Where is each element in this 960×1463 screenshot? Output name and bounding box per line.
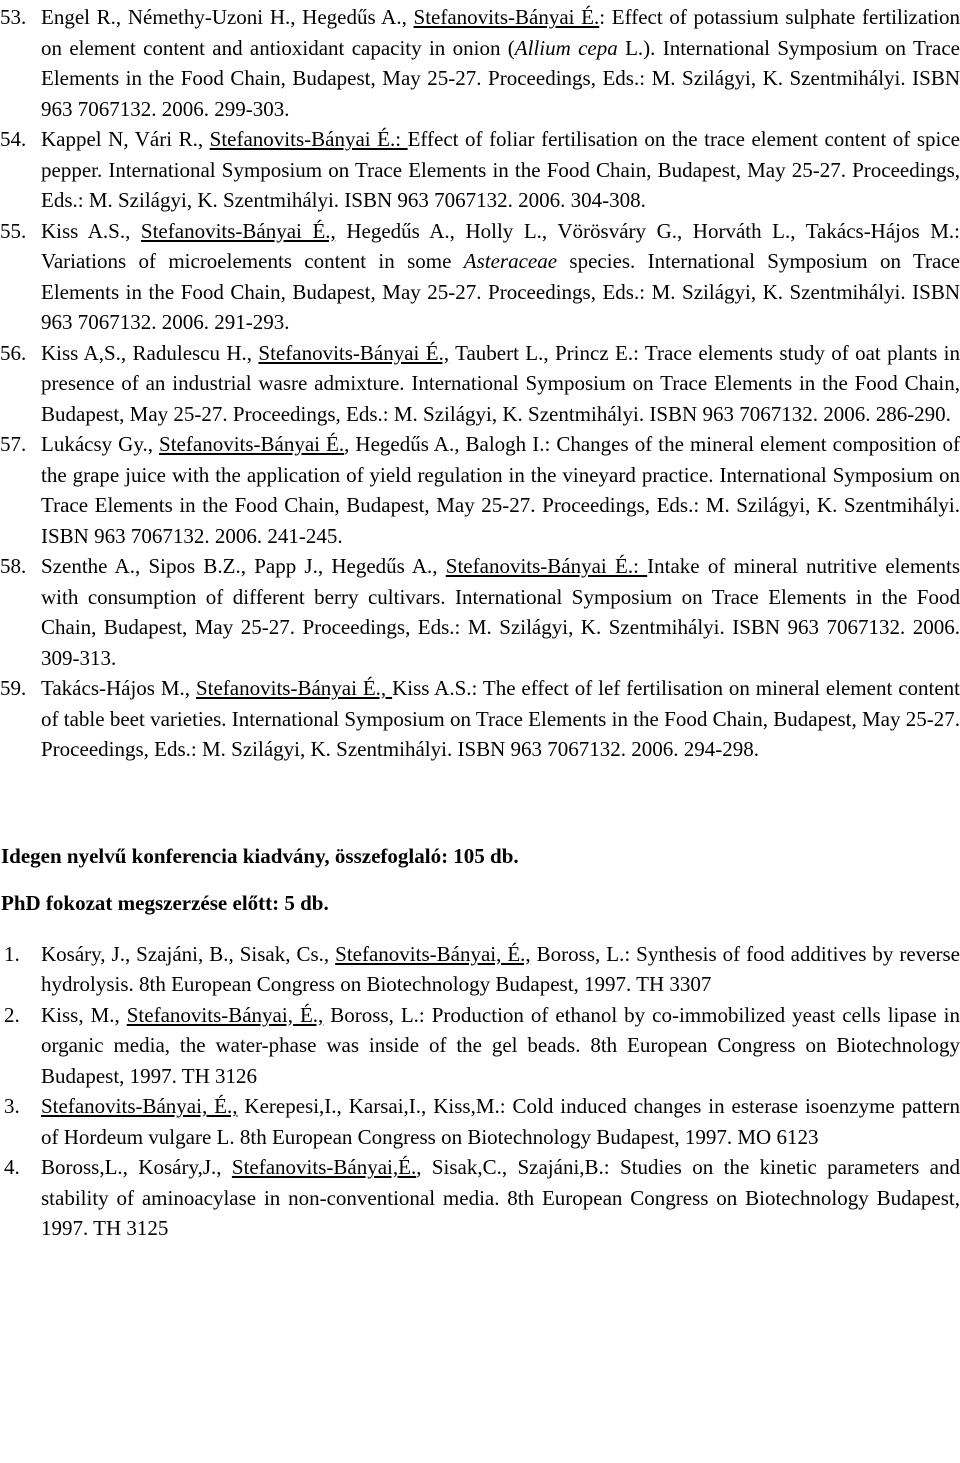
reference-text: Effect of foliar fertilisation on the trace element content of spice pepper. International Symposium on Trace Elements in the Food Chain, Budapest, May 25-27. Proceedings, Eds.: M. Szilágyi, K. Szentmihályi. ISBN 963 7067132. 2006. 304-308. bbox=[41, 127, 960, 212]
reference-text: , Hegedűs A., Balogh I.: Changes of the mineral element composition of the grape juice with the application of yield regulation in the vineyard practice. International Symposium on Trace Elements in the Food Chain, Budapest, May 25-27. Proceedings, Eds.: M. Szilágyi, K. Szentmihályi. ISBN 963 7067132. 2006. 241-245. bbox=[41, 432, 960, 548]
reference-item bbox=[0, 939, 960, 1000]
reference-text: species. International Symposium on Trace Elements in the Food Chain, Budapest, May 25-27. Proceedings, Eds.: M. Szilágyi, K. Szentmihályi. ISBN 963 7067132. 2006. 291-293. bbox=[41, 249, 960, 334]
reference-item bbox=[0, 1091, 960, 1152]
reference-text: Boross,L., Kosáry,J., bbox=[41, 1155, 232, 1179]
reference-text: Hegedűs A., Holly L., Vörösváry G., Horváth L., Takács-Hájos M.: Variations of microelements content in some bbox=[41, 218, 960, 273]
reference-text: Takács-Hájos M., bbox=[41, 676, 196, 700]
reference-text: : Effect of potassium sulphate fertilization on element content and antioxidant capacity in onion ( bbox=[41, 5, 960, 60]
reference-number: 59. bbox=[0, 676, 27, 700]
author-highlight: Stefanovits-Bányai É.: bbox=[209, 127, 408, 151]
reference-text: Kosáry, J., Szajáni, B., Sisak, Cs., bbox=[41, 941, 336, 966]
reference-number: 2. bbox=[4, 1002, 20, 1027]
author-highlight: Stefanovits-Bányai É.: bbox=[445, 554, 648, 578]
reference-text: Kiss A.S.: The effect of lef fertilisation on mineral element content of table beet varieties. International Symposium on Trace Elements in the Food Chain, Budapest, May 25-27. Proceedings, Eds.: M. Szilágyi, K. Szentmihályi. ISBN 963 7067132. 2006. 294-298. bbox=[41, 676, 960, 761]
author-highlight: Stefanovits-Bányai É. bbox=[159, 432, 345, 456]
reference-text: Kerepesi,I., Karsai,I., Kiss,M.: Cold induced changes in esterase isoenzyme pattern of Hordeum vulgare L. 8th European Congress on Biotechnology Budapest, 1997. MO 6123 bbox=[41, 1094, 960, 1149]
species-name: Allium cepa bbox=[514, 35, 618, 60]
reference-item bbox=[0, 551, 960, 673]
reference-text: Kiss A.S., bbox=[41, 218, 141, 243]
phd-heading: PhD fokozat megszerzése előtt: 5 db. bbox=[1, 891, 329, 915]
reference-item bbox=[0, 338, 960, 430]
reference-item bbox=[0, 2, 960, 124]
author-highlight: Stefanovits-Bányai, É., bbox=[335, 941, 531, 966]
summary-heading: Idegen nyelvű konferencia kiadvány, összefoglaló: 105 db. bbox=[1, 843, 519, 868]
reference-number: 4. bbox=[4, 1155, 20, 1179]
author-highlight: Stefanovits-Bányai É. bbox=[413, 5, 600, 29]
reference-number: 54. bbox=[0, 127, 27, 151]
reference-number: 53. bbox=[0, 5, 27, 29]
reference-number: 55. bbox=[0, 218, 27, 243]
reference-text: Taubert L., Princz E.: Trace elements study of oat plants in presence of an industrial wasre admixture. International Symposium on Trace Elements in the Food Chain, Budapest, May 25-27. Proceedings, Eds.: M. Szilágyi, K. Szentmihályi. ISBN 963 7067132. 2006. 286-290. bbox=[41, 340, 960, 426]
species-name: Asteraceae bbox=[463, 249, 558, 273]
author-highlight: Stefanovits-Bányai, É., bbox=[41, 1094, 238, 1118]
author-highlight: Stefanovits-Bányai,É. bbox=[231, 1155, 417, 1179]
reference-text: Kiss, M., bbox=[41, 1002, 127, 1027]
reference-item bbox=[0, 673, 960, 765]
reference-text: L.). International Symposium on Trace Elements in the Food Chain, Budapest, May 25-27. Proceedings, Eds.: M. Szilágyi, K. Szentmihályi. ISBN 963 7067132. 2006. 299-303. bbox=[41, 35, 960, 121]
author-highlight: Stefanovits-Bányai É., bbox=[258, 340, 450, 365]
reference-number: 1. bbox=[4, 941, 20, 966]
reference-number: 56. bbox=[0, 340, 27, 365]
reference-text: Engel R., Némethy-Uzoni H., Hegedűs A., bbox=[41, 5, 414, 29]
author-highlight: Stefanovits-Bányai, É., bbox=[126, 1002, 324, 1027]
reference-text: Szenthe A., Sipos B.Z., Papp J., Hegedűs A., bbox=[41, 554, 446, 578]
reference-number: 57. bbox=[0, 432, 27, 456]
author-highlight: Stefanovits-Bányai É., bbox=[195, 676, 393, 700]
reference-item bbox=[0, 124, 960, 216]
reference-text: Boross, L.: Production of ethanol by co-immobilized yeast cells lipase in organic media, the water-phase was inside of the gel beads. 8th European Congress on Biotechnology Budapest, 1997. TH 3126 bbox=[41, 1002, 960, 1088]
reference-text: , Sisak,C., Szajáni,B.: Studies on the kinetic parameters and stability of aminoacylase in non-conventional media. 8th European Congress on Biotechnology Budapest, 1997. TH 3125 bbox=[41, 1155, 960, 1240]
reference-item bbox=[0, 429, 960, 551]
reference-item bbox=[0, 1000, 960, 1092]
reference-list-pre-phd bbox=[0, 939, 960, 1244]
reference-text: Kappel N, Vári R., bbox=[41, 127, 210, 151]
reference-item bbox=[0, 216, 960, 338]
reference-number: 58. bbox=[0, 554, 27, 578]
reference-text: Intake of mineral nutritive elements with consumption of different berry cultivars. International Symposium on Trace Elements in the Food Chain, Budapest, May 25-27. Proceedings, Eds.: M. Szilágyi, K. Szentmihályi. ISBN 963 7067132. 2006. 309-313. bbox=[41, 554, 960, 670]
reference-text: Kiss A,S., Radulescu H., bbox=[41, 340, 259, 365]
reference-number: 3. bbox=[4, 1094, 20, 1118]
reference-text: Boross, L.: Synthesis of food additives by reverse hydrolysis. 8th European Congress on Biotechnology Budapest, 1997. TH 3307 bbox=[41, 941, 960, 996]
reference-text: Lukácsy Gy., bbox=[41, 432, 160, 456]
reference-item bbox=[0, 1152, 960, 1244]
author-highlight: Stefanovits-Bányai É., bbox=[140, 218, 336, 243]
